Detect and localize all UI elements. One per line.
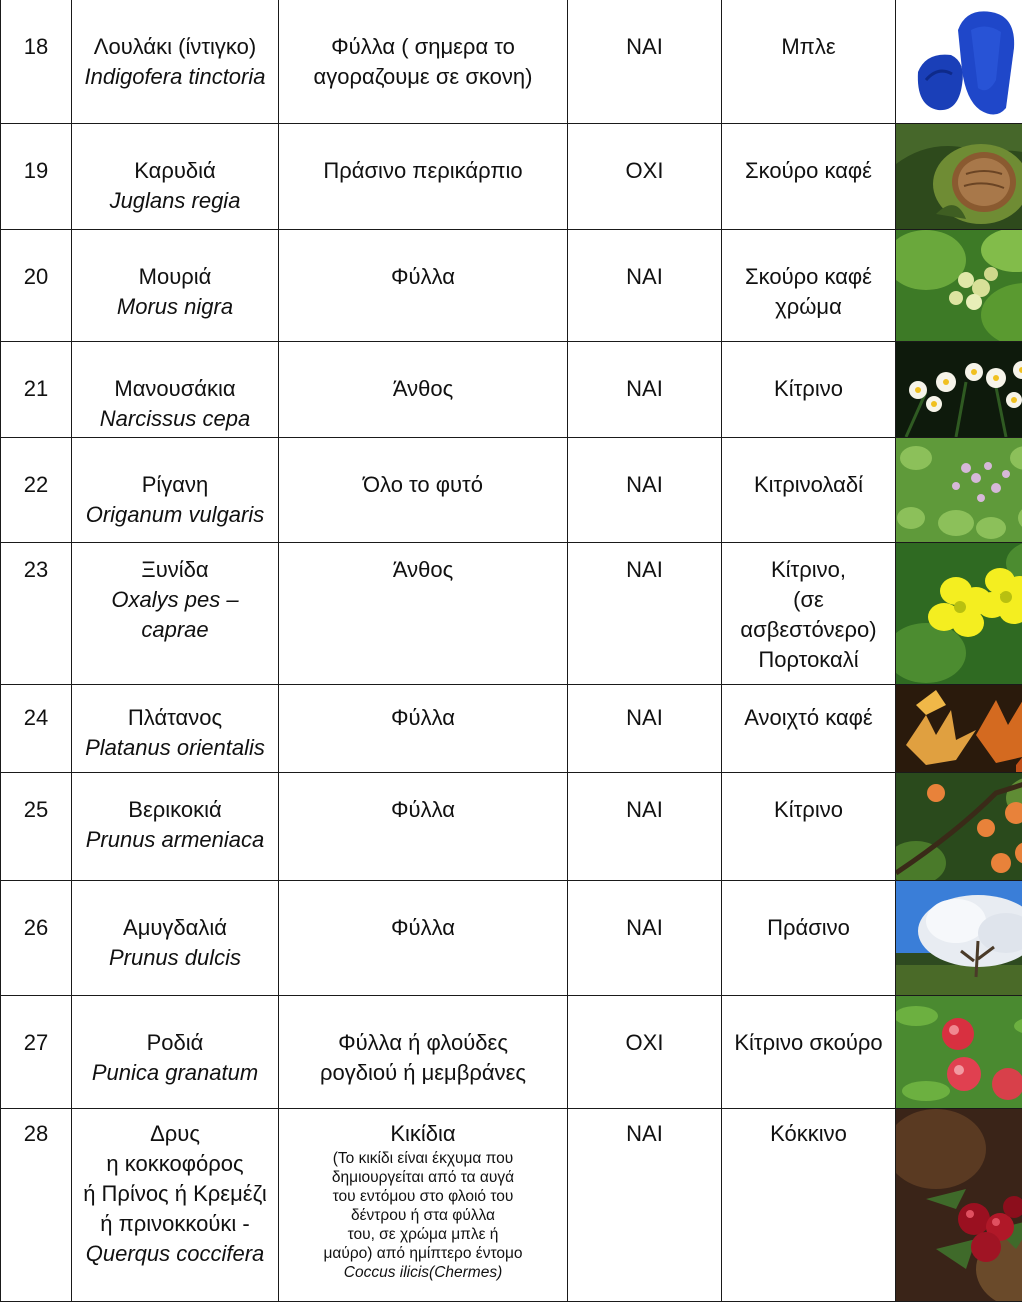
plant-name: Ξυνίδα Oxalys pes –caprae xyxy=(72,543,279,685)
yes-no-answer: ΝΑΙ xyxy=(568,342,722,438)
plant-photo xyxy=(896,1109,1022,1302)
dye-color: Κόκκινο xyxy=(722,1109,896,1302)
oxalis-image xyxy=(896,543,1022,684)
apricots-image xyxy=(896,773,1022,880)
oregano-image xyxy=(896,438,1022,542)
plant-part: Κικίδια (Το κικίδι είναι έκχυμα που δημιουργείται από τα αυγά του εντόμου στο φλοιό του δέντρου ή στα φύλλα του, σε χρώμα μπλε ή μαύρο) από ημίπτερο έντομο Coccus ilicis(Chermes) xyxy=(279,1109,568,1302)
plant-name: Μανουσάκια Narcissus cepa xyxy=(72,342,279,438)
dye-color: Κίτρινο xyxy=(722,342,896,438)
yes-no-answer: ΝΑΙ xyxy=(568,881,722,996)
plane-leaves-image xyxy=(896,685,1022,772)
plant-photo xyxy=(896,438,1022,543)
yes-no-answer: ΝΑΙ xyxy=(568,438,722,543)
dye-color: Κίτρινο, (σε ασβεστόνερο) Πορτοκαλί xyxy=(722,543,896,685)
plant-name: Καρυδιά Juglans regia xyxy=(72,124,279,230)
plant-part: Φύλλα xyxy=(279,230,568,342)
plant-photo xyxy=(896,230,1022,342)
yes-no-answer: ΝΑΙ xyxy=(568,543,722,685)
row-number: 26 xyxy=(1,881,72,996)
plant-photo xyxy=(896,0,1022,124)
narcissus-image xyxy=(896,342,1022,437)
plant-part: Φύλλα ( σημερα το αγοραζουμε σε σκονη) xyxy=(279,0,568,124)
table-row xyxy=(1,0,1022,124)
row-number: 18 xyxy=(1,0,72,124)
table-row xyxy=(1,342,1022,438)
yes-no-answer: ΝΑΙ xyxy=(568,0,722,124)
table-row xyxy=(1,230,1022,342)
yes-no-answer: ΝΑΙ xyxy=(568,1109,722,1302)
plant-name: Λουλάκι (ίντιγκο) Indigofera tinctoria xyxy=(72,0,279,124)
row-number: 24 xyxy=(1,685,72,773)
table-row xyxy=(1,543,1022,685)
table-row xyxy=(1,685,1022,773)
kermes-oak-image xyxy=(896,1109,1022,1301)
dye-color: Σκούρο καφέ χρώμα xyxy=(722,230,896,342)
yes-no-answer: ΝΑΙ xyxy=(568,685,722,773)
plant-name: Βερικοκιά Prunus armeniaca xyxy=(72,773,279,881)
plant-part: Άνθος xyxy=(279,342,568,438)
indigo-pigment-image xyxy=(896,0,1022,123)
row-number: 23 xyxy=(1,543,72,685)
plant-photo xyxy=(896,124,1022,230)
yes-no-answer: ΝΑΙ xyxy=(568,773,722,881)
table-row xyxy=(1,881,1022,996)
dye-color: Κίτρινο σκούρο xyxy=(722,996,896,1109)
plant-photo xyxy=(896,881,1022,996)
plant-photo xyxy=(896,342,1022,438)
pomegranate-image xyxy=(896,996,1022,1108)
dye-color: Μπλε xyxy=(722,0,896,124)
walnut-image xyxy=(896,124,1022,229)
almond-tree-image xyxy=(896,881,1022,995)
mulberry-image xyxy=(896,230,1022,341)
plant-part: Φύλλα xyxy=(279,685,568,773)
dye-color: Πράσινο xyxy=(722,881,896,996)
yes-no-answer: ΟΧΙ xyxy=(568,124,722,230)
plant-name: Δρυς η κοκκοφόρος ή Πρίνος ή Κρεμέζι ή πρινοκκούκι - Querqus coccifera xyxy=(72,1109,279,1302)
plant-part: Φύλλα ή φλούδες ρογδιού ή μεμβράνες xyxy=(279,996,568,1109)
plant-name: Μουριά Morus nigra xyxy=(72,230,279,342)
plant-part: Άνθος xyxy=(279,543,568,685)
table-row xyxy=(1,996,1022,1109)
table-row xyxy=(1,124,1022,230)
table-row xyxy=(1,773,1022,881)
dye-color: Σκούρο καφέ xyxy=(722,124,896,230)
plant-name: Ρίγανη Origanum vulgaris xyxy=(72,438,279,543)
plant-photo xyxy=(896,773,1022,881)
dye-color: Κίτρινο xyxy=(722,773,896,881)
dye-color: Κιτρινολαδί xyxy=(722,438,896,543)
row-number: 19 xyxy=(1,124,72,230)
row-number: 22 xyxy=(1,438,72,543)
plant-part: Φύλλα xyxy=(279,773,568,881)
row-number: 20 xyxy=(1,230,72,342)
plant-name: Πλάτανος Platanus orientalis xyxy=(72,685,279,773)
plant-name: Ροδιά Punica granatum xyxy=(72,996,279,1109)
row-number: 28 xyxy=(1,1109,72,1302)
table-row xyxy=(1,438,1022,543)
row-number: 21 xyxy=(1,342,72,438)
row-number: 27 xyxy=(1,996,72,1109)
yes-no-answer: ΝΑΙ xyxy=(568,230,722,342)
plant-photo xyxy=(896,685,1022,773)
dye-color: Ανοιχτό καφέ xyxy=(722,685,896,773)
plant-part: Όλο το φυτό xyxy=(279,438,568,543)
row-number: 25 xyxy=(1,773,72,881)
plant-part: Φύλλα xyxy=(279,881,568,996)
plant-part: Πράσινο περικάρπιο xyxy=(279,124,568,230)
plant-name: Αμυγδαλιά Prunus dulcis xyxy=(72,881,279,996)
yes-no-answer: ΟΧΙ xyxy=(568,996,722,1109)
plant-photo xyxy=(896,996,1022,1109)
plant-photo xyxy=(896,543,1022,685)
table-row xyxy=(1,1109,1022,1302)
